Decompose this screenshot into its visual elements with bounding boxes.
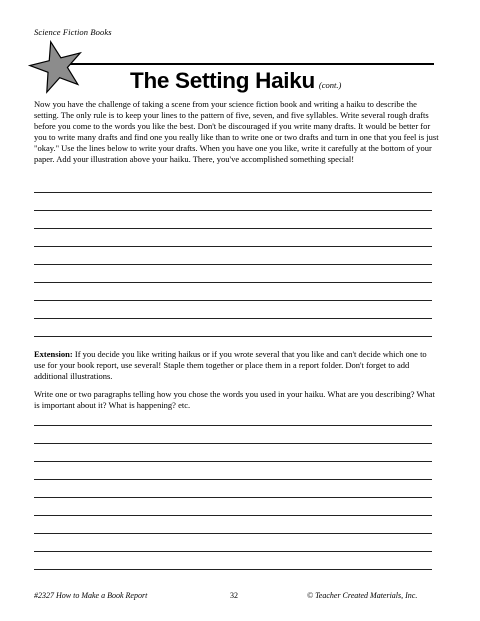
title-main: The Setting Haiku [130, 68, 315, 93]
star-icon [28, 38, 86, 96]
writing-line [34, 461, 432, 462]
writing-line [34, 497, 432, 498]
writing-line [34, 533, 432, 534]
writing-line [34, 569, 432, 570]
footer-book-title: #2327 How to Make a Book Report [34, 591, 148, 600]
writing-line [34, 264, 432, 265]
writing-line [34, 318, 432, 319]
footer-page-number: 32 [230, 591, 238, 600]
writing-line [34, 300, 432, 301]
writing-line [34, 282, 432, 283]
page-title [130, 68, 341, 94]
writing-line [34, 515, 432, 516]
writing-line [34, 210, 432, 211]
writing-line [34, 228, 432, 229]
paragraph-prompt: Write one or two paragraphs telling how you chose the words you used in your haiku. What are you describing? What is important about it? What is happening? etc. [34, 389, 435, 411]
title-suffix: (cont.) [318, 80, 342, 90]
instructions-paragraph: Now you have the challenge of taking a scene from your science fiction book and writing a haiku to describe the setting. The only rule is to keep your lines to the pattern of five, seven, and five syllables. Write several rough drafts before you come to the words you like the best. Don't be discouraged if you write many drafts. It would be better for you to write many drafts and find one you really like than to write one or two drafts and turn in one that you feel is just "okay." Use the lines below to write your drafts. When you have one you like, write it carefully at the bottom of your paper. Add your illustration above your haiku. There, you've accomplished something special! [34, 99, 439, 165]
writing-line [34, 443, 432, 444]
footer-copyright: © Teacher Created Materials, Inc. [307, 591, 418, 600]
extension-paragraph [34, 349, 439, 382]
writing-line [34, 425, 432, 426]
writing-line [34, 551, 432, 552]
writing-line [34, 336, 432, 337]
writing-line [34, 192, 432, 193]
extension-label: Extension: [34, 349, 73, 359]
writing-line [34, 479, 432, 480]
writing-line [34, 246, 432, 247]
title-rule [62, 63, 434, 65]
extension-text: If you decide you like writing haikus or if you wrote several that you like and can't decide which one to use for your book report, use several! Staple them together or place them in a report folder. Don't forget to add additional illustrations. [34, 349, 427, 382]
series-label: Science Fiction Books [34, 27, 112, 37]
